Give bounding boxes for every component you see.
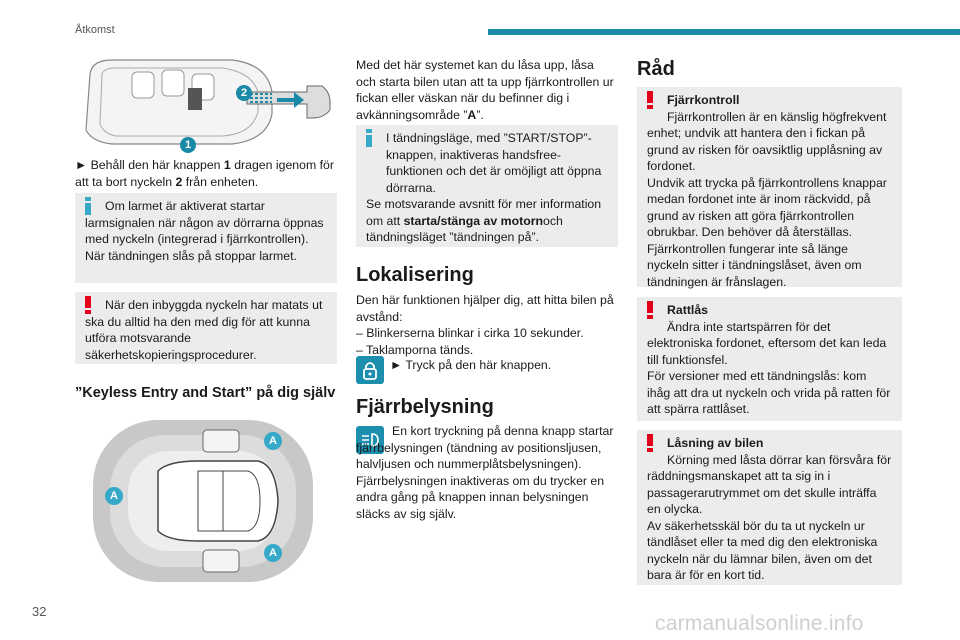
lokalisering-text: Den här funktionen hjälper dig, att hitta bilen på avstånd: – Blinkerserna blinkar i cirka 10 sekunder. – Taklamporna tänds. <box>356 293 614 357</box>
rad-heading: Råd <box>637 58 675 80</box>
warning-box-key: När den inbyggda nyckeln har matats ut ska du alltid ha den med dig för att kunna utföra motsvarande säkerhetskopieringsprocedurer. <box>75 292 337 364</box>
intro-paragraph: Med det här systemet kan du låsa upp, låsa och starta bilen utan att ta upp fjärrkontrollen ur fickan eller väskan när du befinner dig i avkänningsområde ”A”. <box>356 58 614 122</box>
callout-2: 2 <box>236 85 252 101</box>
key-fob-illustration <box>72 52 332 152</box>
lock-button-icon <box>356 356 384 384</box>
warning-box-remote: Fjärrkontroll Fjärrkontrollen är en känslig högfrekvent enhet; undvik att hantera den i fickan på grund av risken för oavsiktlig upplåsning av fordonet. Undvik att trycka på fjärrkontrollens knappar medan fordonet inte är inom räckvidd, på grund av risken att göra fjärrkontrollen obrukbar. Den behöver då återställas. Fjärrkontrollen fungerar inte så länge nyckeln sitter i tändningslåset, även om tändningen är frånslagen. <box>637 87 902 287</box>
page-number: 32 <box>32 604 47 619</box>
zone-label-a: A <box>264 432 282 450</box>
warning-box-locking: Låsning av bilen Körning med låsta dörrar kan försvåra för räddningsmanskapet att ta sig in i passagerarutrymmet om det skulle inträffa en olycka. Av säkerhetsskäl bör du ta ut nyckeln ur tändlåset eller ta med dig den elektroniska nyckeln när du lämnar bilen, även om det bara är för en kort tid. <box>637 430 902 585</box>
keyless-heading: ”Keyless Entry and Start” på dig själv <box>75 385 336 401</box>
fjarrbelysning-text: En kort tryckning på denna knapp startar fjärrbelysningen (tändning av positionsljusen, halvljusen och nummerplåtsbelysningen). Fjärrbelysningen inaktiveras om du trycker en andra gång på knappen innan belysningen släcks av sig själv. <box>356 424 614 521</box>
info-box-alarm: Om larmet är aktiverat startar larmsignalen när någon av dörrarna öppnas med nyckeln (integrerad i fjärrkontrollen). När tändningen slås på stoppar larmet. <box>75 193 337 283</box>
warning-box-steering-lock: Rattlås Ändra inte startspärren för det elektroniska fordonet, eftersom det kan leda till funktionsfel. För versioner med ett tändningslås: kom ihåg att dra ut nyckeln och vrida på ratten för att spärra rattlåset. <box>637 297 902 421</box>
fjarrbelysning-heading: Fjärrbelysning <box>356 396 494 418</box>
header-accent-bar <box>488 29 960 35</box>
lokalisering-heading: Lokalisering <box>356 264 474 286</box>
keyless-zone-diagram <box>88 415 318 587</box>
section-title: Åtkomst <box>75 24 115 36</box>
zone-label-a: A <box>105 487 123 505</box>
info-box-ignition: I tändningsläge, med ”START/STOP”-knappen, inaktiveras handsfree-funktionen och det är omöjligt att öppna dörrarna. Se motsvarande avsnitt för mer information om att starta/stänga av motornoch tändningsläget ”tändningen på”. <box>356 125 618 247</box>
watermark: carmanualsonline.info <box>655 612 864 635</box>
lokalisering-action: ► Tryck på den här knappen. <box>390 358 552 372</box>
callout-1: 1 <box>180 137 196 153</box>
zone-label-a: A <box>264 544 282 562</box>
step-instruction: ► Behåll den här knappen 1 dragen igenom för att ta bort nyckeln 2 från enheten. <box>75 158 334 189</box>
